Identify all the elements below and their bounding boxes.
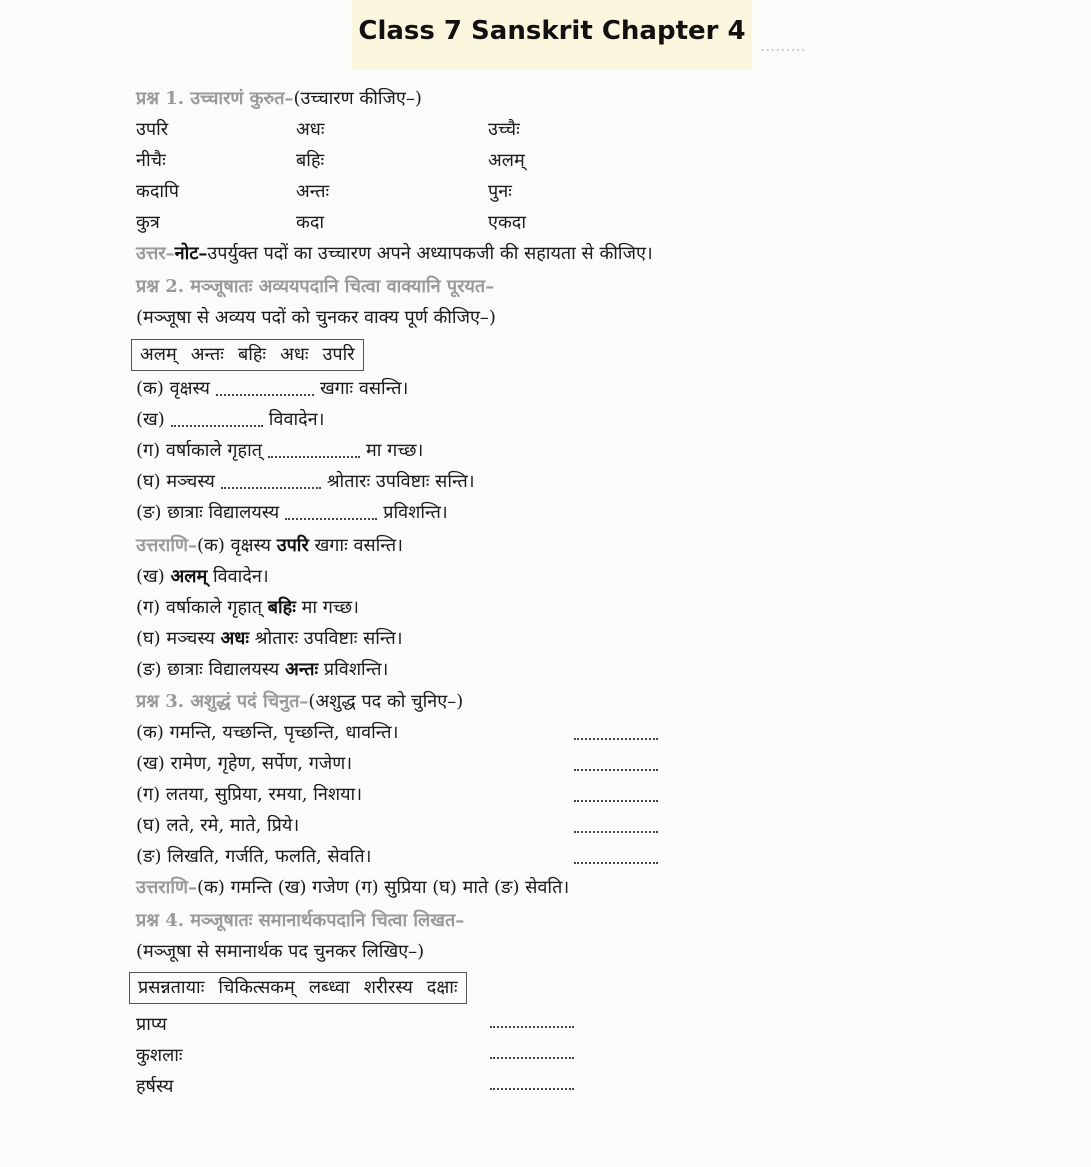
blank-line [285,506,377,520]
box-word: प्रसन्नतायाः [138,977,205,998]
q3-instruction: (अशुद्ध पद को चुनिए–) [308,691,464,712]
q2-answer-text: श्रोतारः उपविष्टाः सन्ति। [254,628,403,649]
q2-item-text: विवादेन। [268,409,325,430]
q2-answer [136,657,388,683]
q2-answer-word: अधः [220,628,250,649]
blank-line [221,475,321,489]
q2-item-text: प्रविशन्ति। [383,502,448,523]
q1-heading [136,86,422,112]
q2-item [136,500,448,526]
q1-label: प्रश्न 1. उच्चारणं कुरुत– [136,88,294,109]
q2-item-text: (ख) [136,409,165,430]
q2-answer-text: (ख) [136,566,165,587]
q2-label: प्रश्न 2. मञ्जूषातः अव्ययपदानि चित्वा वाक्यानि पूरयत– [136,276,495,297]
q1-word: उपरि [136,119,169,140]
q2-item-text: मा गच्छ। [366,440,424,461]
q3-answer [136,875,569,901]
q2-answer [136,595,359,621]
q4-label: प्रश्न 4. मञ्जूषातः समानार्थकपदानि चित्वा लिखत– [136,910,465,931]
q4-item: प्राप्य [136,1014,167,1035]
q2-heading [136,274,494,300]
q2-item [136,438,423,464]
q2-answer-word: उपरि [276,535,309,556]
q2-item-text: (घ) मञ्चस्य [136,471,215,492]
q4-heading [136,908,464,934]
q1-word: अन्तः [296,181,330,202]
blank-line [574,726,658,740]
blank-line [490,1014,574,1028]
q1-word: एकदा [488,212,526,233]
q4-item: हर्षस्य [136,1076,174,1097]
box-word: अधः [280,344,309,365]
q2-answer [136,626,403,652]
q1-note-text: उपर्युक्त पदों का उच्चारण अपने अध्यापकजी की सहायता से कीजिए। [207,243,653,264]
box-word: चिकित्सकम् [218,977,295,998]
q1-answer-label: उत्तर– [136,243,175,264]
q2-item [136,407,325,433]
q2-answer-text: खगाः वसन्ति। [314,535,403,556]
box-word: अन्तः [190,344,224,365]
blank-line [171,413,263,427]
q2-answer-word: अलम् [170,566,208,587]
q4-instruction: (मञ्जूषा से समानार्थक पद चुनकर लिखिए–) [136,941,425,962]
page-title: Class 7 Sanskrit Chapter 4 [358,16,746,46]
q2-item-text: खगाः वसन्ति। [319,378,409,399]
q3-answer-label: उत्तराणि– [136,877,198,898]
box-word: उपरि [322,344,355,365]
blank-line [268,444,360,458]
q3-item: (क) गमन्ति, यच्छन्ति, पृच्छन्ति, धावन्ति। [136,722,399,743]
q1-word: अलम् [488,150,525,171]
q3-item: (ङ) लिखति, गर्जति, फलति, सेवति। [136,846,372,867]
q2-item-text: (ङ) छात्राः विद्यालयस्य [136,502,280,523]
q2-item [136,469,475,495]
q1-word: कदा [296,212,325,233]
box-word: शरीरस्य [363,977,413,998]
box-word: अलम् [140,344,177,365]
box-word: लब्ध्वा [308,977,350,998]
q3-item: (ख) रामेण, गृहेण, सर्पेण, गजेण। [136,753,353,774]
q3-heading [136,689,463,715]
blank-line [574,850,658,864]
q1-word: उच्चैः [488,119,520,140]
q2-answer-text: प्रविशन्ति। [323,659,389,680]
q1-word: पुनः [488,181,512,202]
title-banner [352,0,752,70]
q1-word: बहिः [296,150,325,171]
box-word: बहिः [237,344,267,365]
q2-answer-word: अन्तः [284,659,319,680]
q2-answer [136,564,269,590]
q3-label: प्रश्न 3. अशुद्धं पदं चिनुत– [136,691,309,712]
box-word: दक्षाः [426,977,458,998]
q2-answer-text: विवादेन। [212,566,269,587]
bleed-through-text: ......... [760,36,806,55]
q1-instruction: (उच्चारण कीजिए–) [293,88,422,109]
q2-answer-text: मा गच्छ। [301,597,359,618]
q2-item [136,376,408,402]
q1-word: कुत्र [136,212,160,233]
q3-answer-text: (क) गमन्ति (ख) गजेण (ग) सुप्रिया (घ) माते (ङ) सेवति। [197,877,570,898]
q2-instruction: (मञ्जूषा से अव्यय पदों को चुनकर वाक्य पूर्ण कीजिए–) [136,307,496,328]
q4-item: कुशलाः [136,1045,183,1066]
q2-item-text: श्रोतारः उपविष्टाः सन्ति। [326,471,475,492]
q1-note-label: नोट– [174,243,208,264]
q4-word-box [129,972,467,1004]
q1-word: कदापि [136,181,179,202]
q3-item: (घ) लते, रमे, माते, प्रिये। [136,815,300,836]
q3-item: (ग) लतया, सुप्रिया, रमया, निशया। [136,784,363,805]
q2-answer-text: (घ) मञ्चस्य [136,628,215,649]
q2-item-text: (ग) वर्षाकाले गृहात् [136,440,262,461]
q1-word: नीचैः [136,150,166,171]
blank-line [216,382,314,396]
q1-answer [136,241,653,267]
q2-item-text: (क) वृक्षस्य [136,378,210,399]
q2-answer-word: बहिः [267,597,296,618]
blank-line [574,788,658,802]
blank-line [490,1076,574,1090]
q2-answer-label: उत्तराणि– [136,535,198,556]
q2-answer-text: (ग) वर्षाकाले गृहात् [136,597,262,618]
q2-answer [136,533,403,559]
blank-line [574,819,658,833]
q2-word-box [131,339,364,371]
q2-answer-text: (क) वृक्षस्य [197,535,271,556]
q1-word: अधः [296,119,325,140]
blank-line [490,1045,574,1059]
q2-answer-text: (ङ) छात्राः विद्यालयस्य [136,659,280,680]
blank-line [574,757,658,771]
